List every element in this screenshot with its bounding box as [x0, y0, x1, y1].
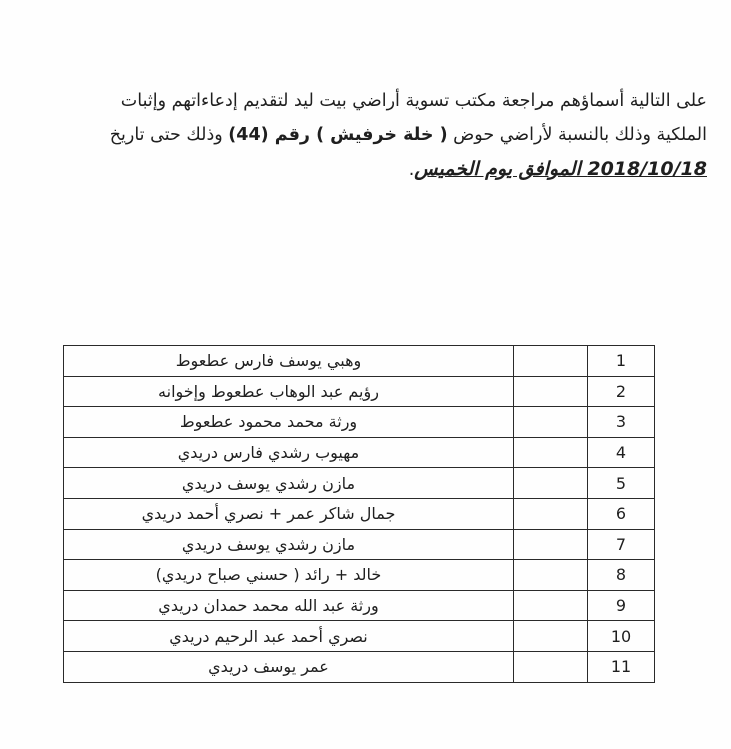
row-number: 1 — [588, 346, 655, 377]
blank-cell — [514, 651, 588, 682]
blank-cell — [514, 437, 588, 468]
owner-name: مازن رشدي يوسف دريدي — [64, 529, 514, 560]
owner-name: جمال شاكر عمر + نصري أحمد دريدي — [64, 498, 514, 529]
row-number: 2 — [588, 376, 655, 407]
intro-line-2-start: الملكية وذلك بالنسبة لأراضي حوض — [453, 125, 707, 145]
blank-cell — [514, 346, 588, 377]
basin-name: ( خلة خرفيش ) رقم (44) — [228, 125, 448, 145]
blank-cell — [514, 407, 588, 438]
owner-name: ورثة عبد الله محمد حمدان دريدي — [64, 590, 514, 621]
table-row — [64, 560, 655, 591]
table-row — [64, 651, 655, 682]
owner-name: خالد + رائد ( حسني صباح دريدي) — [64, 560, 514, 591]
row-number: 7 — [588, 529, 655, 560]
owner-name: مازن رشدي يوسف دريدي — [64, 468, 514, 499]
deadline-date: 2018/10/18 الموافق يوم الخميس — [414, 158, 707, 180]
owner-name: عمر يوسف دريدي — [64, 651, 514, 682]
intro-line-1: على التالية أسماؤهم مراجعة مكتب تسوية أراضي بيت ليد لتقديم إدعاءاتهم وإثبات — [120, 91, 707, 111]
row-number: 8 — [588, 560, 655, 591]
table-row — [64, 407, 655, 438]
blank-cell — [514, 468, 588, 499]
intro-line-3 — [17, 152, 707, 187]
end-mark: . — [408, 160, 415, 180]
owner-name: ورثة محمد محمود عطعوط — [64, 407, 514, 438]
row-number: 5 — [588, 468, 655, 499]
owner-name: رؤيم عبد الوهاب عطعوط وإخوانه — [64, 376, 514, 407]
blank-cell — [514, 529, 588, 560]
blank-cell — [514, 498, 588, 529]
blank-cell — [514, 560, 588, 591]
blank-cell — [514, 590, 588, 621]
intro-line-2-end: وذلك حتى تاريخ — [109, 125, 223, 145]
names-table-body — [64, 346, 655, 683]
row-number: 4 — [588, 437, 655, 468]
intro-paragraph — [17, 84, 707, 187]
table-row — [64, 468, 655, 499]
row-number: 6 — [588, 498, 655, 529]
table-row — [64, 621, 655, 652]
blank-cell — [514, 621, 588, 652]
owner-name: وهبي يوسف فارس عطعوط — [64, 346, 514, 377]
table-row — [64, 529, 655, 560]
owner-name: نصري أحمد عبد الرحيم دريدي — [64, 621, 514, 652]
table-row — [64, 376, 655, 407]
row-number: 9 — [588, 590, 655, 621]
row-number: 3 — [588, 407, 655, 438]
table-row — [64, 498, 655, 529]
blank-cell — [514, 376, 588, 407]
row-number: 10 — [588, 621, 655, 652]
row-number: 11 — [588, 651, 655, 682]
names-table — [63, 345, 655, 683]
intro-line-2 — [17, 118, 707, 152]
table-row — [64, 590, 655, 621]
owner-name: مهيوب رشدي فارس دريدي — [64, 437, 514, 468]
table-row — [64, 437, 655, 468]
table-row — [64, 346, 655, 377]
